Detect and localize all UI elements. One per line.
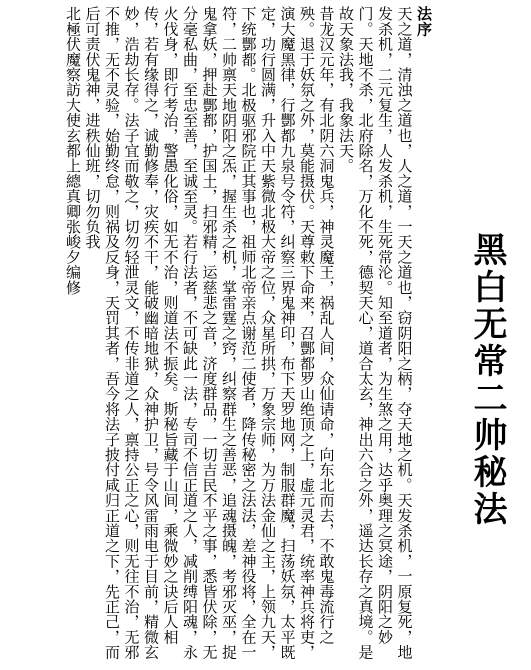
paragraph-1: 天之道，清浊之道也，人之道，一天之道也，窃阴阳之柄，夺天地之机。天发杀机，一原复死，地发杀机，二元复生，人发杀机，生死常沦。知至道者，为生煞之用，达乎奥理之冥途，阴阳之妙门。天地不杀，北府除名，万化不死，德契天心，道合太玄，神出六合之外，遥达长存之真境。是故天象法我，我象法天。 [337,6,414,660]
document-body [3,6,433,664]
page-title: 黑白无常二帅秘法 [467,232,507,528]
section-heading: 法序 [415,6,433,37]
signature: 北極伏魔察訪大使玄都上總真卿张峻夕编修 [64,6,82,295]
paragraph-2: 昔龙汉元年，有北阴六洞鬼兵，神灵魔王，祸乱人间，众仙请命，向东北而去，不敢鬼毒流行之殃。退于妖氛之外，莫能摄伏。天尊敕下命来，召酆都罗山绝顶之上，虚元灵君，统率神兵将吏，演大魔黑律，行酆都九泉号令符，纠察三界鬼神印，布下天罗地网，制服群魔，扫荡妖氛，太平既定，功行圆满，升入中天紫微北极大帝之位，众星所拱，万象宗师，为万法金仙之主，上领九天，下统酆都。北极驱邪院正其事也，祖师北帝亲点谢范二使者，降传秘密之法法，差神役将，全在一符，二帅禀天地阴阳之炁，握生杀之机，掌雷霆之窍，纠察群生之善恶，追魂摄魄，考邪灭巫，捉鬼拿妖，押赴酆都，护国土，扫邪精，运慈悲之音，济度群品，一切吉民不平之事，悉皆伏除，无分毫私曲，至忠至善，至诚至灵。若行法者，不可缺此一法，专司不信正道之人，减削缚阳魂，永火伐身，即行考治，警愚化俗，如无不治，则道法不振矣。斯秘旨藏于山间，乘微妙之诀后人相传，若有缘得之，诚勤修奉，灾疾不干，能破幽暗地狱，众神护卫，号令风雷雨电于目前，精微玄妙，浩劫长存。法子宜而敬之，切勿轻泄灵文，不传非道之人，禀持公正之心，则无往不治，无邪不推，无不灵验，始勤终怠，则祸及反身，天罚其者，吾今将法子披付咸归正道之下，先正己，而后可责伏鬼神，进秩仙班，切勿负我 [83,6,336,660]
